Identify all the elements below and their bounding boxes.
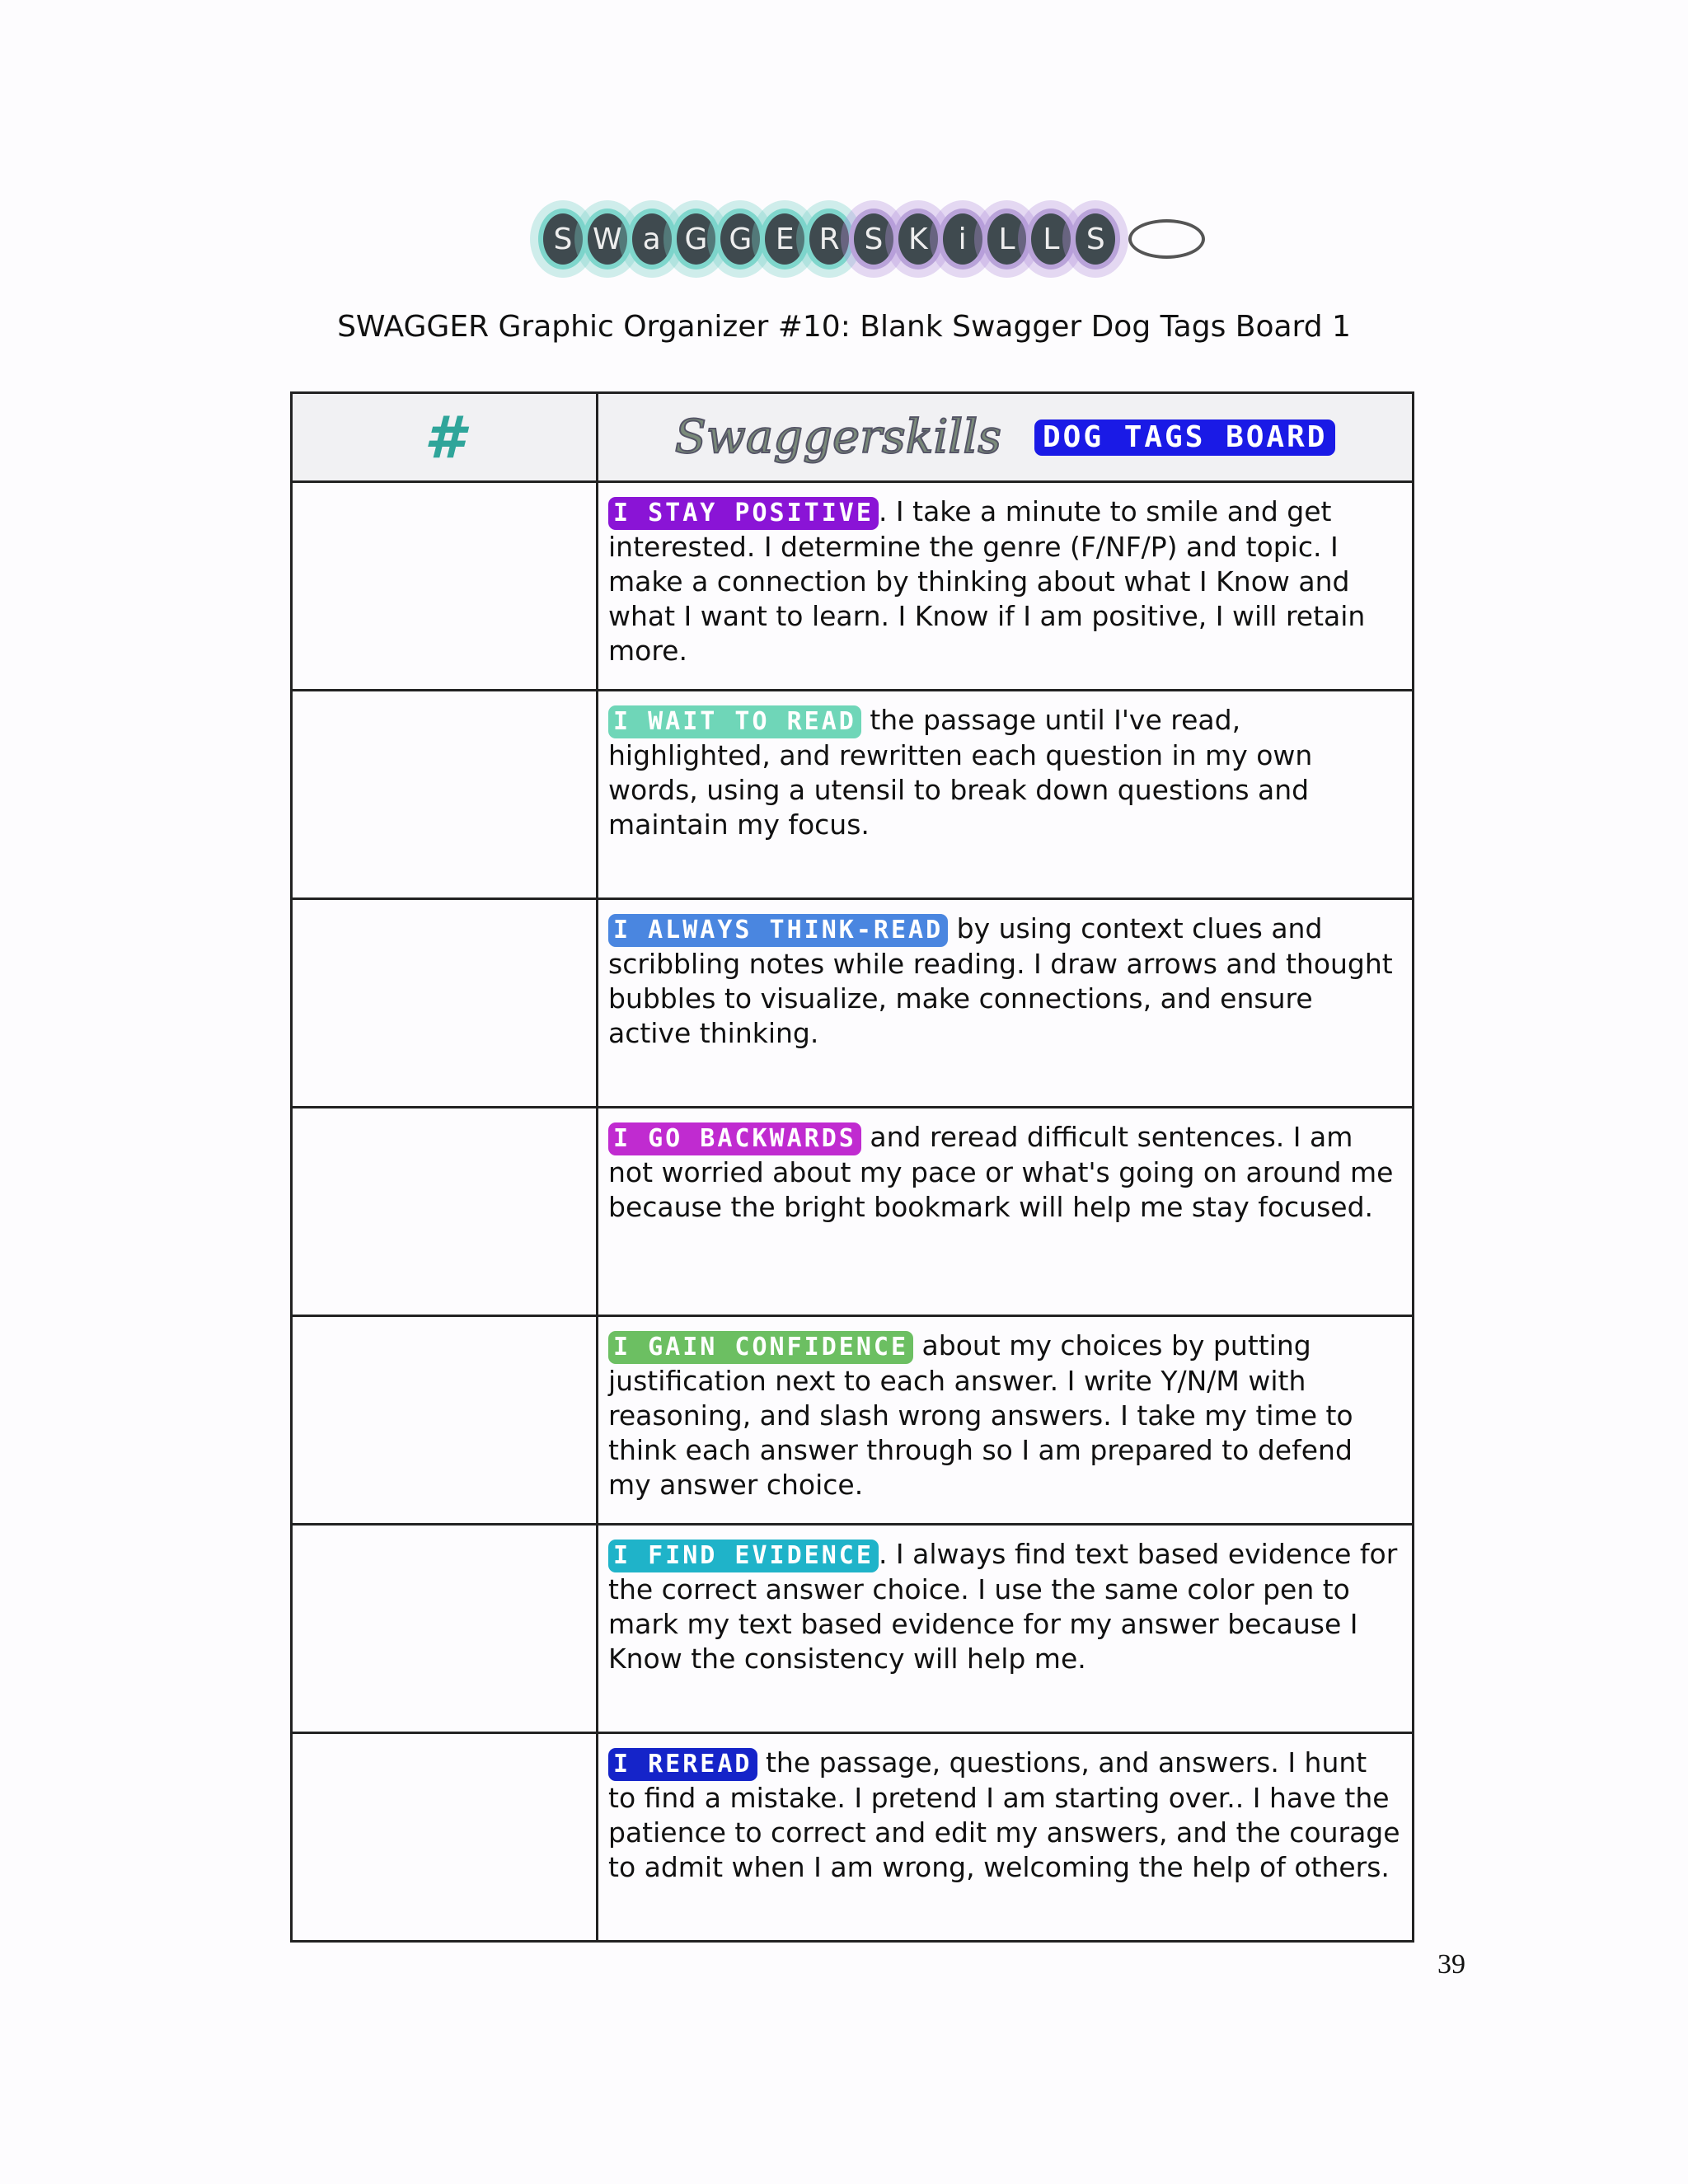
skill-tag: I ALWAYS THINK-READ	[608, 914, 948, 947]
logo-letter: R	[804, 209, 854, 269]
logo-letter: W	[583, 209, 632, 269]
skill-description	[608, 912, 1402, 1051]
number-cell	[292, 1733, 598, 1942]
logo-swoosh	[1128, 219, 1205, 259]
table-row	[292, 691, 1414, 899]
logo-letter: i	[938, 209, 987, 269]
logo-letter: S	[1071, 209, 1120, 269]
number-cell	[292, 1316, 598, 1525]
skill-text: the passage until I've read, highlighted, and rewritten each question in my own words, using a utensil to break down questions and maintain my focus.	[608, 704, 1313, 841]
number-cell	[292, 1525, 598, 1733]
skill-text: . I always find text based evidence for the correct answer choice. I use the same color pen to mark my text based evidence for my answer because I Know the consistency will help me.	[608, 1538, 1398, 1675]
table-row	[292, 1525, 1414, 1733]
number-cell	[292, 482, 598, 691]
logo-letter: L	[1026, 209, 1076, 269]
skill-description	[608, 494, 1402, 668]
page-title: SWAGGER Graphic Organizer #10: Blank Swagger Dog Tags Board 1	[337, 310, 1351, 344]
skill-text: and reread difficult sentences. I am not worried about my pace or what's going on around me because the bright bookmark will help me stay focused.	[608, 1121, 1394, 1223]
logo-letter: K	[893, 209, 943, 269]
logo-letter: S	[538, 209, 588, 269]
table-row	[292, 1733, 1414, 1942]
dog-tags-table	[290, 391, 1414, 1943]
logo-letter: E	[760, 209, 809, 269]
skill-description	[608, 703, 1402, 842]
skill-tag: I FIND EVIDENCE	[608, 1540, 879, 1572]
skill-text: . I take a minute to smile and get interested. I determine the genre (F/NF/P) and topic. I make a connection by thinking about what I Know and what I want to learn. I Know if I am positive, I will retain more.	[608, 495, 1366, 667]
number-cell	[292, 1108, 598, 1316]
skill-tag: I WAIT TO READ	[608, 705, 861, 738]
logo-letter: G	[715, 209, 765, 269]
number-cell	[292, 899, 598, 1108]
skill-text: by using context clues and scribbling notes while reading. I draw arrows and thought bubbles to visualize, make connections, and ensure active thinking.	[608, 912, 1393, 1049]
swaggerskills-logo	[543, 181, 1205, 297]
skill-tag: I REREAD	[608, 1748, 757, 1781]
page-number: 39	[1437, 1949, 1465, 1980]
swaggerskills-wordmark: Swaggerskills	[674, 410, 1001, 464]
number-cell	[292, 691, 598, 899]
logo-letter: S	[849, 209, 898, 269]
skill-tag: I GO BACKWARDS	[608, 1122, 861, 1155]
skill-tag: I STAY POSITIVE	[608, 497, 879, 530]
logo-letter: a	[627, 209, 677, 269]
table-row	[292, 1316, 1414, 1525]
logo-letter: L	[982, 209, 1032, 269]
table-row	[292, 899, 1414, 1108]
table-row	[292, 1108, 1414, 1316]
table-row	[292, 482, 1414, 691]
logo-letter: G	[672, 209, 721, 269]
table-header-row	[292, 393, 1414, 482]
number-column-header: #	[424, 403, 465, 471]
skill-description	[608, 1329, 1402, 1502]
skill-tag: I GAIN CONFIDENCE	[608, 1331, 913, 1364]
skill-description	[608, 1537, 1402, 1676]
dog-tags-board-label: DOG TAGS BOARD	[1034, 419, 1335, 456]
skill-description	[608, 1746, 1402, 1885]
skill-text: the passage, questions, and answers. I hunt to find a mistake. I pretend I am starting over.. I have the patience to correct and edit my answers, and the courage to admit when I am wrong, welcoming the help of others.	[608, 1746, 1400, 1883]
skill-text: about my choices by putting justification next to each answer. I write Y/N/M with reasoning, and slash wrong answers. I take my time to think each answer through so I am prepared to defend my answer choice.	[608, 1329, 1353, 1501]
skill-description	[608, 1120, 1402, 1225]
